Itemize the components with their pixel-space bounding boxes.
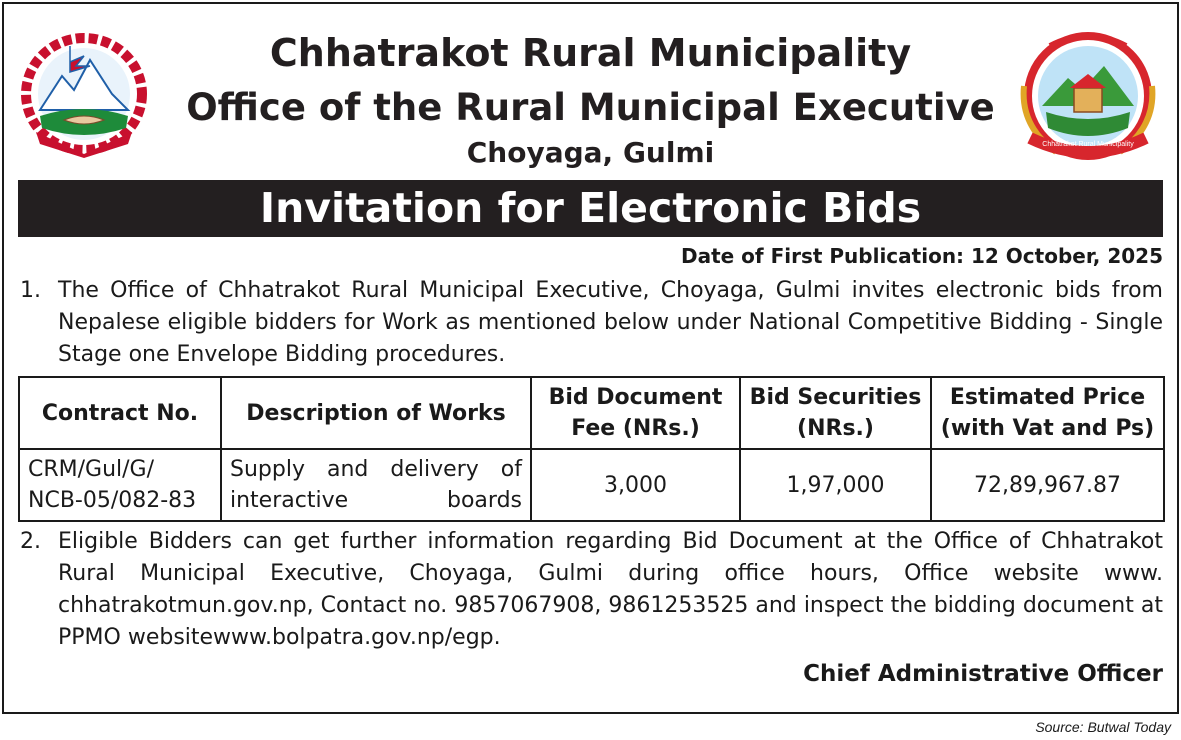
table-row: [19, 449, 1164, 521]
publication-date: Date of First Publication: 12 October, 2025: [680, 244, 1163, 268]
office-location: Choyaga, Gulmi: [466, 136, 715, 169]
logo-seal-text: Chhatrakot Rural Municipality: [1042, 141, 1134, 148]
notice-title-banner: Invitation for Electronic Bids: [18, 180, 1163, 237]
paragraph-2: [20, 526, 1163, 654]
header-estimated-price: Estimated Price (with Vat and Ps): [931, 377, 1164, 449]
office-name: Office of the Rural Municipal Executive: [186, 86, 995, 129]
cell-description: Supply and delivery of interactive boards: [221, 449, 531, 521]
cell-bid-document-fee: 3,000: [531, 449, 740, 521]
header-description: Description of Works: [221, 377, 531, 449]
paragraph-1: [20, 275, 1163, 371]
bids-table: [18, 376, 1165, 522]
paragraph-1-text: The Office of Chhatrakot Rural Municipal Executive, Choyaga, Gulmi invites electronic bids from Nepalese eligible bidders for Work as mentioned below under National Competitive Bidding - Single Stage one Envelope Bidding procedures.: [58, 278, 1163, 367]
municipality-name: Chhatrakot Rural Municipality: [269, 31, 912, 75]
source-credit: Source: Butwal Today: [1035, 719, 1171, 735]
signer-title: Chief Administrative Officer: [803, 661, 1163, 687]
header-bid-securities: Bid Securities (NRs.): [740, 377, 931, 449]
cell-contract-no: CRM/Gul/G/ NCB-05/082-83: [19, 449, 221, 521]
header-bid-document-fee: Bid Document Fee (NRs.): [531, 377, 740, 449]
paragraph-1-number: 1.: [20, 278, 41, 303]
paragraph-2-text: Eligible Bidders can get further information regarding Bid Document at the Office of Chhatrakot Rural Municipal Executive, Choyaga, Gulmi during office hours, Office website www. chhatrakotmun.gov.np, Contact no. 9857067908, 9861253525 and inspect the bidding document at PPMO websitewww.bolpatra.gov.np/egp.: [58, 529, 1163, 650]
paragraph-2-number: 2.: [20, 529, 41, 554]
header-contract-no: Contract No.: [19, 377, 221, 449]
cell-estimated-price: 72,89,967.87: [931, 449, 1164, 521]
cell-bid-securities: 1,97,000: [740, 449, 931, 521]
table-header-row: [19, 377, 1164, 449]
